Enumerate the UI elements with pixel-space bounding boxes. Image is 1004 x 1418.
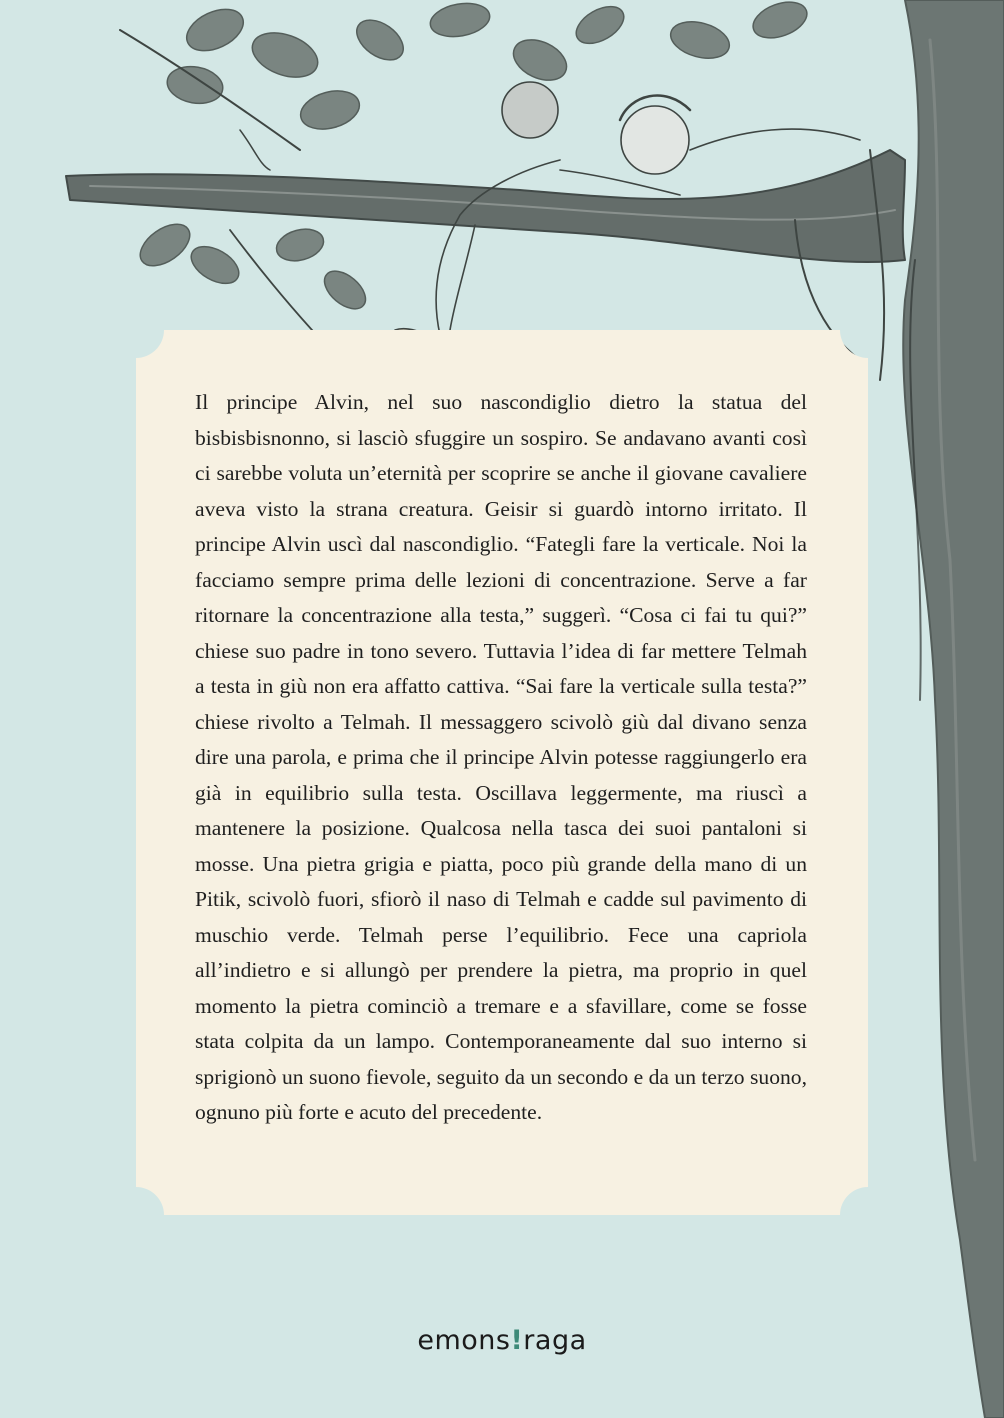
- publisher-logo: [0, 1325, 1004, 1356]
- logo-mark: !: [510, 1325, 524, 1356]
- story-panel: [136, 330, 868, 1215]
- story-paragraph: Il principe Alvin, nel suo nascondiglio dietro la statua del bisbisbisnonno, si lasciò sfuggire un sospiro. Se andavano avanti così ci sarebbe voluta un’eternità per scoprire se anche il giovane cavaliere aveva visto la strana creatura. Geisir si guardò intorno irritato. Il principe Alvin uscì dal nascondiglio. “Fategli fare la verticale. Noi la facciamo sempre prima delle lezioni di concentrazione. Serve a far ritornare la concentrazione alla testa,” suggerì. “Cosa ci fai tu qui?” chiese suo padre in tono severo. Tuttavia l’idea di far mettere Telmah a testa in giù non era affatto cattiva. “Sai fare la verticale sulla testa?” chiese rivolto a Telmah. Il messaggero scivolò giù dal divano senza dire una parola, e prima che il principe Alvin potesse raggiungerlo era già in equilibrio sulla testa. Oscillava leggermente, ma riuscì a mantenere la posizione. Qualcosa nella tasca dei suoi pantaloni si mosse. Una pietra grigia e piatta, poco più grande della mano di un Pitik, scivolò fuori, sfiorò il naso di Telmah e cadde sul pavimento di muschio verde. Telmah perse l’equilibrio. Fece una capriola all’indietro e si allungò per prendere la pietra, ma proprio in quel momento la pietra cominciò a tremare e a sfavillare, come se fosse stata colpita da un lampo. Contemporaneamente dal suo interno si sprigionò un suono fievole, seguito da un secondo e da un terzo suono, ognuno più forte e acuto del precedente.: [195, 390, 807, 1124]
- logo-right-text: raga: [523, 1325, 587, 1356]
- logo-left-text: emons: [417, 1325, 511, 1356]
